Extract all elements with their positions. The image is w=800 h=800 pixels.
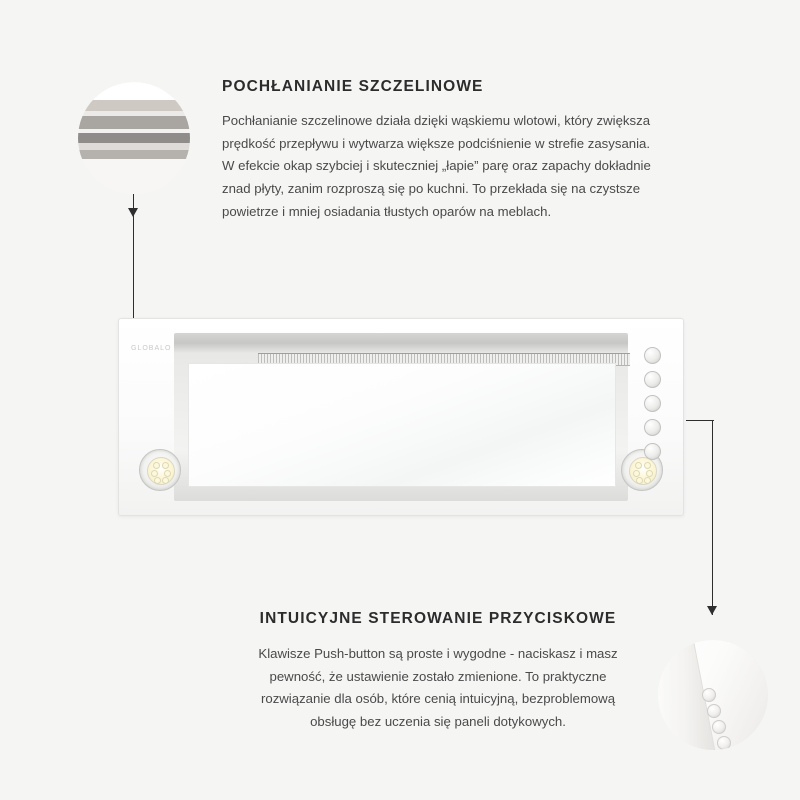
led-dot	[644, 477, 651, 484]
led-dot	[162, 477, 169, 484]
slot-band	[78, 159, 190, 194]
push-button[interactable]	[644, 395, 661, 412]
slot-intake-detail-image	[78, 82, 190, 194]
hood-recess	[174, 333, 628, 501]
slot-band	[78, 143, 190, 150]
led-dot	[646, 470, 653, 477]
slot-band	[78, 150, 190, 159]
feature-top-text	[222, 78, 662, 224]
leader-line-vertical-bottom	[712, 420, 713, 615]
led-dot	[636, 477, 643, 484]
feature-bottom-body: Klawisze Push-button są proste i wygodne - naciskasz i masz pewność, że ustawienie zostało zmienione. To praktyczne rozwiązanie dla osób, które cenią intuicyjną, bezproblemową obsługę bez uczenia się paneli dotykowych.	[258, 646, 618, 730]
push-button[interactable]	[644, 419, 661, 436]
feature-top-body: Pochłanianie szczelinowe działa dzięki wąskiemu wlotowi, który zwiększa prędkość przepływu i wytwarza większe podciśnienie w strefie zasysania. W efekcie okap szybciej i skuteczniej „łapie” parę oraz zapachy dokładnie znad płyty, zanim rozproszą się po kuchni. To przekłada się na czystsze powietrze i mniej osiadania tłustych oparów na meblach.	[222, 113, 651, 219]
slot-band	[78, 133, 190, 143]
feature-bottom-text	[238, 610, 638, 734]
led-dot	[635, 462, 642, 469]
led-dot	[151, 470, 158, 477]
led-dot	[154, 477, 161, 484]
hood-glass-panel	[188, 363, 616, 487]
leader-line-horizontal-bottom	[686, 420, 714, 421]
led-dot	[153, 462, 160, 469]
push-button[interactable]	[644, 371, 661, 388]
range-hood-product-image	[118, 318, 684, 516]
push-button-detail-dot	[712, 720, 726, 734]
push-button[interactable]	[644, 347, 661, 364]
push-button-detail-dot	[702, 688, 716, 702]
led-dot	[164, 470, 171, 477]
push-button-detail-dot	[717, 736, 731, 750]
push-button-detail-image	[658, 640, 768, 750]
feature-block-bottom	[0, 600, 800, 760]
feature-bottom-heading: INTUICYJNE STEROWANIE PRZYCISKOWE	[259, 610, 617, 627]
push-button-detail-dot	[707, 704, 721, 718]
brand-logo: GLOBALO	[131, 345, 172, 352]
feature-block-top	[0, 40, 800, 270]
slot-band	[78, 100, 190, 111]
led-lamp-left	[139, 449, 181, 491]
push-button-panel[interactable]	[644, 347, 660, 467]
led-lamp-inner	[147, 457, 175, 485]
leader-arrow-top	[128, 208, 138, 217]
slot-layers	[78, 82, 190, 194]
led-dot	[633, 470, 640, 477]
push-button[interactable]	[644, 443, 661, 460]
led-dot	[162, 462, 169, 469]
feature-top-heading: POCHŁANIANIE SZCZELINOWE	[222, 78, 484, 95]
slot-band	[78, 116, 190, 129]
